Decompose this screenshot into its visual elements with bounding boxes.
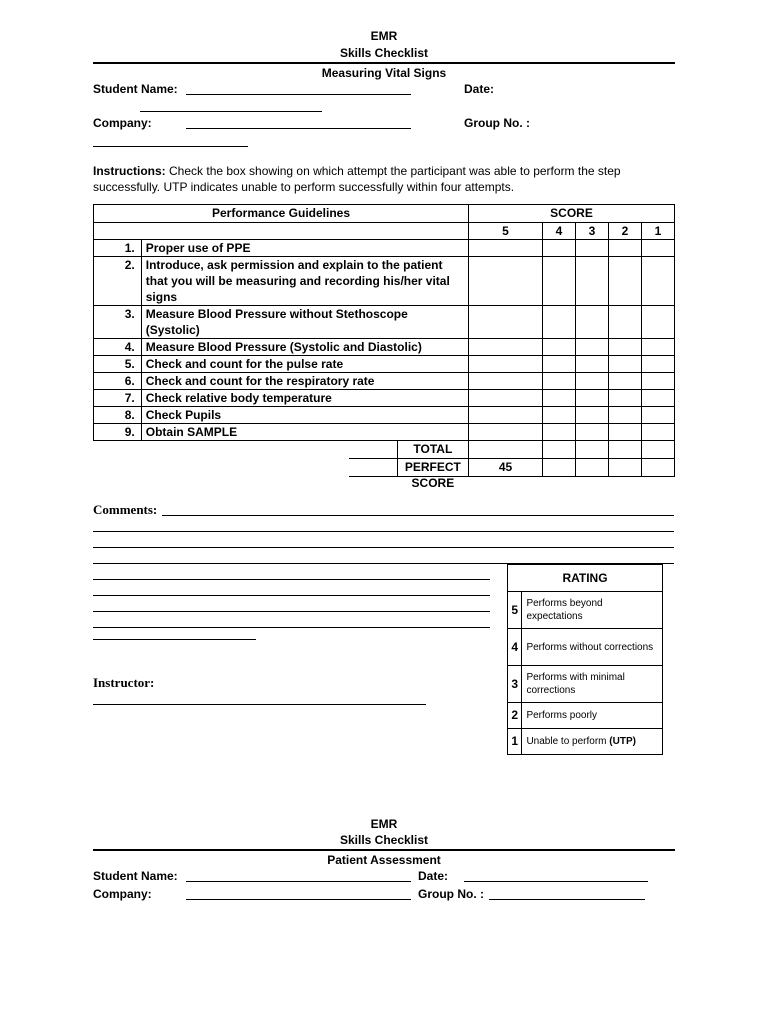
row-number: 9.	[94, 424, 142, 441]
table-row	[94, 373, 675, 390]
form-title: EMR	[370, 29, 398, 43]
score-cell[interactable]	[609, 390, 642, 407]
score-cell[interactable]	[642, 407, 675, 424]
group-field[interactable]	[93, 146, 248, 147]
score-cell[interactable]	[609, 306, 642, 339]
instructions	[93, 163, 675, 195]
score-cell[interactable]	[576, 356, 609, 373]
comments-line[interactable]	[93, 547, 674, 548]
rating-score: 3	[508, 666, 522, 703]
row-number: 8.	[94, 407, 142, 424]
score-cell[interactable]	[543, 441, 576, 459]
score-cell[interactable]	[642, 356, 675, 373]
form2-date-field[interactable]	[464, 881, 648, 882]
row-step: Check relative body temperature	[141, 390, 468, 407]
table-row	[94, 424, 675, 441]
score-cell[interactable]	[469, 373, 543, 390]
rating-row	[508, 729, 663, 755]
score-header: SCORE	[469, 205, 675, 223]
row-number: 7.	[94, 390, 142, 407]
rating-score: 5	[508, 592, 522, 629]
comments-line[interactable]	[93, 595, 490, 596]
total-label: TOTAL	[397, 441, 468, 458]
score-cell[interactable]	[642, 373, 675, 390]
row-step: Introduce, ask permission and explain to the patient that you will be measuring and recording his/her vital signs	[141, 257, 468, 306]
rating-text: Unable to perform	[526, 736, 607, 747]
row-step: Obtain SAMPLE	[141, 424, 468, 441]
score-cell[interactable]	[576, 339, 609, 356]
form2-company-field[interactable]	[186, 899, 411, 900]
row-step: Measure Blood Pressure without Stethoscope (Systolic)	[141, 306, 468, 339]
rating-text: Performs with minimal corrections	[522, 666, 663, 703]
instructor-label: Instructor:	[93, 675, 155, 690]
score-cell[interactable]	[469, 306, 543, 339]
form-subtitle: Skills Checklist	[339, 46, 429, 60]
table-row	[94, 306, 675, 339]
performance-table	[93, 204, 675, 490]
score-col-5: 5	[469, 223, 543, 240]
rating-legend	[507, 564, 663, 755]
comments-line[interactable]	[93, 627, 490, 628]
score-cell[interactable]	[576, 390, 609, 407]
row-number: 5.	[94, 356, 142, 373]
instructor-field[interactable]	[93, 704, 426, 705]
comments-line[interactable]	[162, 515, 674, 516]
comments-line[interactable]	[93, 611, 490, 612]
row-step: Check and count for the pulse rate	[141, 356, 468, 373]
score-cell[interactable]	[642, 306, 675, 339]
score-cell[interactable]	[469, 356, 543, 373]
score-cell[interactable]	[609, 240, 642, 257]
score-cell[interactable]	[469, 390, 543, 407]
score-cell[interactable]	[609, 441, 642, 459]
table-row	[94, 356, 675, 373]
comments-line[interactable]	[93, 639, 256, 640]
score-cell[interactable]	[609, 424, 642, 441]
table-row	[94, 339, 675, 356]
rating-text-bold: (UTP)	[609, 736, 636, 747]
score-cell[interactable]	[469, 257, 543, 306]
company-field[interactable]	[186, 128, 411, 129]
rating-text: Performs without corrections	[522, 629, 663, 666]
score-cell[interactable]	[543, 240, 576, 257]
table-row	[94, 240, 675, 257]
row-number: 4.	[94, 339, 142, 356]
score-cell[interactable]	[543, 390, 576, 407]
form2-header-rule	[93, 849, 675, 851]
form2-subtitle: Skills Checklist	[339, 833, 429, 847]
score-cell[interactable]	[609, 339, 642, 356]
guidelines-header: Performance Guidelines	[94, 205, 469, 223]
rating-row	[508, 592, 663, 629]
score-cell[interactable]	[576, 407, 609, 424]
score-cell[interactable]	[576, 373, 609, 390]
score-cell[interactable]	[543, 424, 576, 441]
rating-score: 4	[508, 629, 522, 666]
score-cell[interactable]	[543, 339, 576, 356]
row-step: Measure Blood Pressure (Systolic and Diastolic)	[141, 339, 468, 356]
score-cell[interactable]	[469, 339, 543, 356]
score-cell[interactable]	[609, 356, 642, 373]
instructions-label: Instructions:	[93, 164, 166, 178]
rating-score: 2	[508, 703, 522, 729]
score-cell[interactable]	[543, 306, 576, 339]
total-cell[interactable]	[469, 441, 543, 459]
instructions-text: Check the box showing on which attempt the participant was able to perform the step successfully. UTP indicates unable to perform successfully within four attempts.	[93, 164, 621, 194]
score-cell[interactable]	[642, 441, 675, 459]
score-cell[interactable]	[642, 390, 675, 407]
score-cell[interactable]	[469, 424, 543, 441]
score-col-4: 4	[543, 223, 576, 240]
rating-text: Performs beyond expectations	[522, 592, 663, 629]
score-cell[interactable]	[543, 373, 576, 390]
table-row	[94, 257, 675, 306]
score-cell[interactable]	[576, 441, 609, 459]
form2-company-label: Company:	[93, 887, 152, 901]
perfect-score-value: 45	[469, 459, 543, 477]
score-cell[interactable]	[576, 306, 609, 339]
score-cell[interactable]	[609, 257, 642, 306]
form2-skill-title: Patient Assessment	[327, 853, 441, 867]
student-name-label: Student Name:	[93, 82, 178, 96]
row-number: 6.	[94, 373, 142, 390]
row-step: Proper use of PPE	[141, 240, 468, 257]
row-step: Check Pupils	[141, 407, 468, 424]
comments-label: Comments:	[93, 502, 158, 517]
student-name-field[interactable]	[186, 94, 411, 95]
form2-student-name-label: Student Name:	[93, 869, 178, 883]
company-label: Company:	[93, 116, 152, 130]
score-cell[interactable]	[576, 424, 609, 441]
score-cell[interactable]	[642, 257, 675, 306]
date-label: Date:	[464, 82, 495, 96]
score-cell[interactable]	[543, 407, 576, 424]
rating-row	[508, 666, 663, 703]
form2-student-name-field[interactable]	[186, 881, 411, 882]
score-cell[interactable]	[576, 257, 609, 306]
score-col-3: 3	[576, 223, 609, 240]
header-rule	[93, 62, 675, 64]
rating-row	[508, 629, 663, 666]
comments-line[interactable]	[93, 531, 674, 532]
row-number: 2.	[94, 257, 142, 306]
skill-title: Measuring Vital Signs	[321, 66, 447, 80]
score-cell[interactable]	[642, 424, 675, 441]
table-row	[94, 390, 675, 407]
group-label: Group No. :	[464, 116, 530, 130]
score-cell[interactable]	[469, 407, 543, 424]
table-row	[94, 407, 675, 424]
score-cell[interactable]	[469, 240, 543, 257]
date-field[interactable]	[140, 111, 322, 112]
score-cell[interactable]	[543, 257, 576, 306]
comments-line[interactable]	[93, 579, 490, 580]
score-cell[interactable]	[609, 373, 642, 390]
score-cell[interactable]	[609, 407, 642, 424]
row-step: Check and count for the respiratory rate	[141, 373, 468, 390]
form2-title: EMR	[370, 817, 398, 831]
score-col-2: 2	[609, 223, 642, 240]
score-cell[interactable]	[642, 339, 675, 356]
rating-header: RATING	[508, 565, 663, 592]
rating-row	[508, 703, 663, 729]
form2-date-label: Date:	[418, 869, 449, 883]
perfect-score-label: PERFECT SCORE	[397, 459, 468, 476]
form2-group-field[interactable]	[489, 899, 645, 900]
rating-score: 1	[508, 729, 522, 755]
row-number: 1.	[94, 240, 142, 257]
form2-group-label: Group No. :	[418, 887, 484, 901]
rating-text: Performs poorly	[522, 703, 663, 729]
score-cell[interactable]	[576, 240, 609, 257]
score-col-1: 1	[642, 223, 675, 240]
score-cell[interactable]	[642, 240, 675, 257]
score-cell[interactable]	[543, 356, 576, 373]
row-number: 3.	[94, 306, 142, 339]
